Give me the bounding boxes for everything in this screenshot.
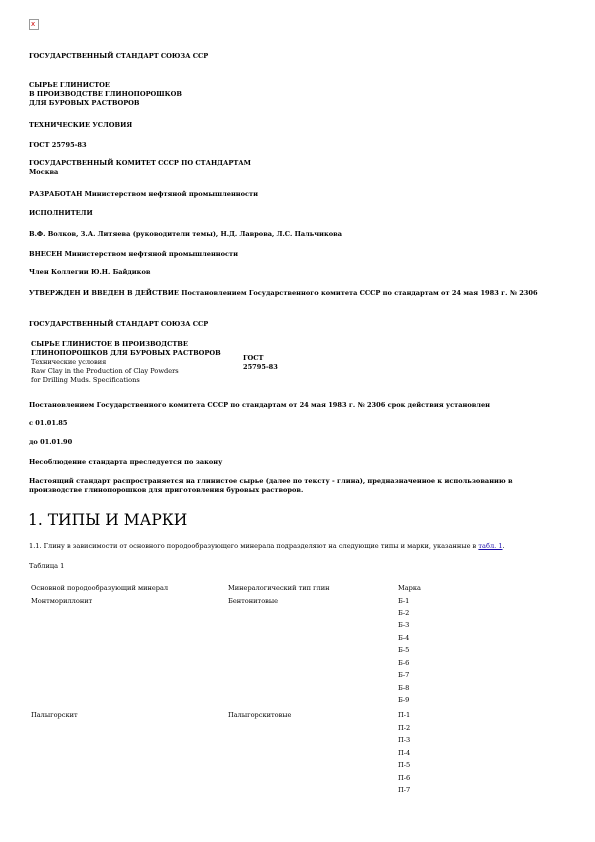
table-cell-mark: П-4 — [398, 749, 411, 757]
title-block-gost-number: 25795-83 — [243, 363, 278, 371]
introduced-by: ВНЕСЕН Министерством нефтяной промышленности — [29, 250, 239, 258]
performers-label: ИСПОЛНИТЕЛИ — [29, 209, 93, 217]
table-cell-mineral: Монтмориллонит — [31, 597, 93, 605]
table-cell-mark: П-7 — [398, 786, 411, 794]
org-name-repeat: ГОСУДАРСТВЕННЫЙ СТАНДАРТ СОЮЗА ССР — [29, 320, 209, 328]
table-cell-mark: Б-3 — [398, 621, 410, 629]
section-paragraph-end: . — [502, 542, 505, 550]
table-header-type: Минералогический тип глин — [228, 584, 330, 592]
table-1-link[interactable]: табл. 1 — [478, 542, 503, 550]
table-cell-mark: П-6 — [398, 774, 411, 782]
table-cell-mark: П-5 — [398, 761, 411, 769]
table-cell-mark: Б-4 — [398, 634, 410, 642]
doc-title-line-2: В ПРОИЗВОДСТВЕ ГЛИНОПОРОШКОВ — [29, 90, 182, 98]
section-heading: 1. ТИПЫ И МАРКИ — [28, 511, 188, 529]
doc-title-line-1: СЫРЬЕ ГЛИНИСТОЕ — [29, 81, 110, 89]
developed-by: РАЗРАБОТАН Министерством нефтяной промышленности — [29, 190, 258, 198]
section-paragraph-text: 1.1. Глину в зависимости от основного породообразующего минерала подразделяют на следующие типы и марки, указанные в — [29, 542, 477, 550]
title-block-line-5: for Drilling Muds. Specifications — [31, 376, 140, 384]
table-cell-mark: П-1 — [398, 711, 411, 719]
validity-decree: Постановлением Государственного комитета СССР по стандартам от 24 мая 1983 г. № 2306 срок действия установлен — [29, 401, 490, 409]
title-block-line-4: Raw Clay in the Production of Clay Powders — [31, 367, 179, 375]
table-cell-mark: П-2 — [398, 724, 411, 732]
title-block-gost-label: ГОСТ — [243, 354, 264, 362]
table-header-mineral: Основной породообразующий минерал — [31, 584, 169, 592]
city: Москва — [29, 168, 59, 176]
validity-from: с 01.01.85 — [29, 419, 68, 427]
title-block-line-3: Технические условия — [31, 358, 107, 366]
table-cell-mark: Б-7 — [398, 671, 410, 679]
doc-subtitle: ТЕХНИЧЕСКИЕ УСЛОВИЯ — [29, 121, 133, 129]
scope-paragraph: Настоящий стандарт распространяется на глинистое сырье (далее по тексту - глина), предназначенное к использованию в производстве глинопорошков для приготовления буровых растворов. — [29, 477, 513, 494]
validity-to: до 01.01.90 — [29, 438, 73, 446]
section-paragraph — [29, 542, 505, 551]
table-cell-mark: Б-6 — [398, 659, 410, 667]
table-cell-mark: Б-5 — [398, 646, 410, 654]
table-cell-type: Палыгорскитовые — [228, 711, 292, 719]
table-header-mark: Марка — [398, 584, 421, 592]
performers: В.Ф. Волков, З.А. Литяева (руководители темы), Н.Д. Лаврова, Л.С. Пальчикова — [29, 230, 342, 238]
penalty-notice: Несоблюдение стандарта преследуется по закону — [29, 458, 223, 466]
broken-image-icon: x — [29, 19, 39, 30]
table-cell-mark: П-3 — [398, 736, 411, 744]
doc-title-line-3: ДЛЯ БУРОВЫХ РАСТВОРОВ — [29, 99, 140, 107]
approved-text: УТВЕРЖДЕН И ВВЕДЕН В ДЕЙСТВИЕ Постановлением Государственного комитета СССР по стандартам от 24 мая 1983 г. № 2306 — [29, 289, 538, 297]
table-cell-type: Бентонитовые — [228, 597, 279, 605]
table-cell-mark: Б-2 — [398, 609, 410, 617]
table-cell-mineral: Палыгорскит — [31, 711, 78, 719]
table-cell-mark: Б-1 — [398, 597, 410, 605]
title-block-line-2: ГЛИНОПОРОШКОВ ДЛЯ БУРОВЫХ РАСТВОРОВ — [31, 349, 221, 357]
table-cell-mark: Б-9 — [398, 696, 410, 704]
collegium-member: Член Коллегии Ю.Н. Байдиков — [29, 268, 151, 276]
org-name: ГОСУДАРСТВЕННЫЙ СТАНДАРТ СОЮЗА ССР — [29, 52, 209, 60]
gost-number: ГОСТ 25795-83 — [29, 141, 87, 149]
table-caption: Таблица 1 — [29, 562, 65, 570]
title-block-line-1: СЫРЬЕ ГЛИНИСТОЕ В ПРОИЗВОДСТВЕ — [31, 340, 188, 348]
committee-name: ГОСУДАРСТВЕННЫЙ КОМИТЕТ СССР ПО СТАНДАРТАМ — [29, 159, 251, 167]
table-cell-mark: Б-8 — [398, 684, 410, 692]
